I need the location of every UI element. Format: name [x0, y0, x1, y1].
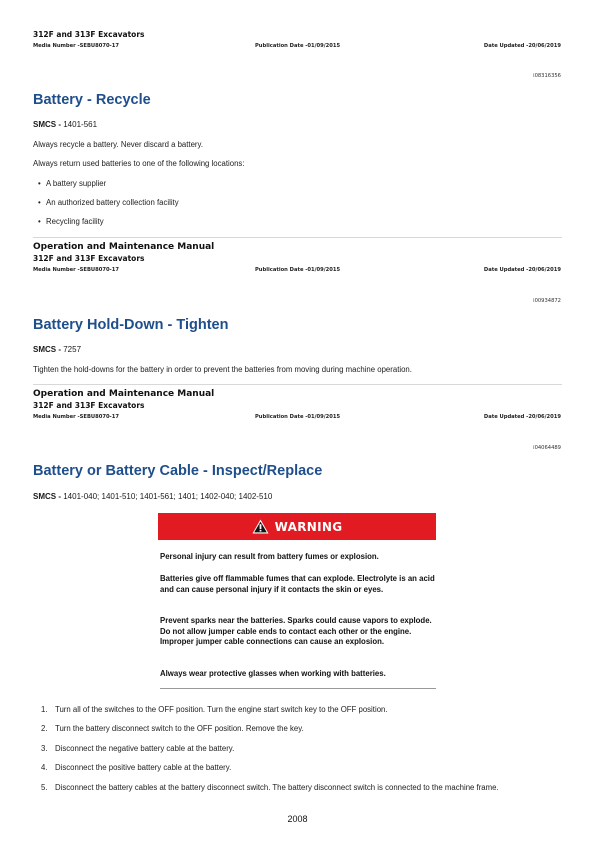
header-date-updated: Date Updated -20/06/2019 [483, 267, 561, 273]
header-model: 312F and 313F Excavators [33, 254, 145, 263]
divider [33, 384, 562, 385]
header-media-number: Media Number -SEBU8070-17 [33, 267, 119, 273]
warning-triangle-icon [252, 519, 269, 534]
section-title: Battery - Recycle [33, 92, 151, 108]
doc-id: i08316356 [533, 73, 561, 79]
list-item [41, 763, 545, 773]
section-title: Battery Hold-Down - Tighten [33, 317, 229, 333]
smcs-codes: 7257 [63, 345, 82, 354]
header-media-number: Media Number -SEBU8070-17 [33, 43, 119, 49]
doc-id: i00934872 [533, 298, 561, 304]
divider [33, 237, 562, 238]
step-number: 3. [41, 744, 48, 753]
header-model: 312F and 313F Excavators [33, 401, 145, 410]
step-text: Disconnect the battery cables at the battery disconnect switch. The battery disconnect switch is connected to the machine frame. [55, 783, 499, 792]
warning-paragraph: Prevent sparks near the batteries. Sparks could cause vapors to explode. Do not allow jumper cable ends to contact each other or the engine. Improper jumper cable connections can cause an explosion. [160, 616, 432, 646]
warning-paragraph: Always wear protective glasses when working with batteries. [160, 669, 386, 678]
header-date-updated: Date Updated -20/06/2019 [483, 43, 561, 49]
paragraph: Always recycle a battery. Never discard a battery. [33, 140, 204, 149]
section-title: Battery or Battery Cable - Inspect/Replace [33, 463, 323, 479]
step-text: Disconnect the positive battery cable at the battery. [55, 763, 232, 772]
warning-paragraph: Batteries give off flammable fumes that can explode. Electrolyte is an acid and can cause personal injury if it contacts the skin or eyes. [160, 574, 435, 594]
list-item [41, 783, 545, 793]
list-item: • A battery supplier [46, 179, 106, 188]
paragraph: Tighten the hold-downs for the battery in order to prevent the batteries from moving during machine operation. [33, 365, 412, 374]
step-number: 2. [41, 724, 48, 733]
smcs-label: SMCS - [33, 120, 61, 129]
step-number: 5. [41, 783, 48, 792]
header-date-updated: Date Updated -20/06/2019 [483, 414, 561, 420]
step-text: Turn all of the switches to the OFF position. Turn the engine start switch key to the OFF position. [55, 705, 388, 714]
smcs-codes: 1401-040; 1401-510; 1401-561; 1401; 1402-040; 1402-510 [63, 492, 273, 501]
smcs-line [33, 120, 97, 129]
doc-id: i04064489 [533, 445, 561, 451]
smcs-codes: 1401-561 [63, 120, 98, 129]
list-item [41, 744, 545, 754]
list-item: • An authorized battery collection facility [46, 198, 179, 207]
smcs-label: SMCS - [33, 492, 61, 501]
header-publication-date: Publication Date -01/09/2015 [255, 414, 341, 420]
warning-label: WARNING [274, 519, 343, 534]
header-media-number: Media Number -SEBU8070-17 [33, 414, 119, 420]
header-manual-title: Operation and Maintenance Manual [33, 389, 215, 399]
list-item [41, 724, 545, 734]
step-text: Disconnect the negative battery cable at the battery. [55, 744, 235, 753]
smcs-line [33, 345, 81, 354]
smcs-line [33, 492, 272, 501]
step-number: 1. [41, 705, 48, 714]
page-number: 2008 [287, 814, 308, 824]
warning-banner [158, 513, 436, 540]
step-text: Turn the battery disconnect switch to the OFF position. Remove the key. [55, 724, 304, 733]
header-manual-title: Operation and Maintenance Manual [33, 242, 215, 252]
list-item [41, 705, 545, 715]
step-number: 4. [41, 763, 48, 772]
header-publication-date: Publication Date -01/09/2015 [255, 43, 341, 49]
smcs-label: SMCS - [33, 345, 61, 354]
paragraph: Always return used batteries to one of the following locations: [33, 159, 245, 168]
header-model: 312F and 313F Excavators [33, 30, 145, 39]
warning-paragraph: Personal injury can result from battery fumes or explosion. [160, 552, 379, 561]
list-item: • Recycling facility [46, 217, 104, 226]
header-publication-date: Publication Date -01/09/2015 [255, 267, 341, 273]
warning-divider [160, 688, 436, 689]
